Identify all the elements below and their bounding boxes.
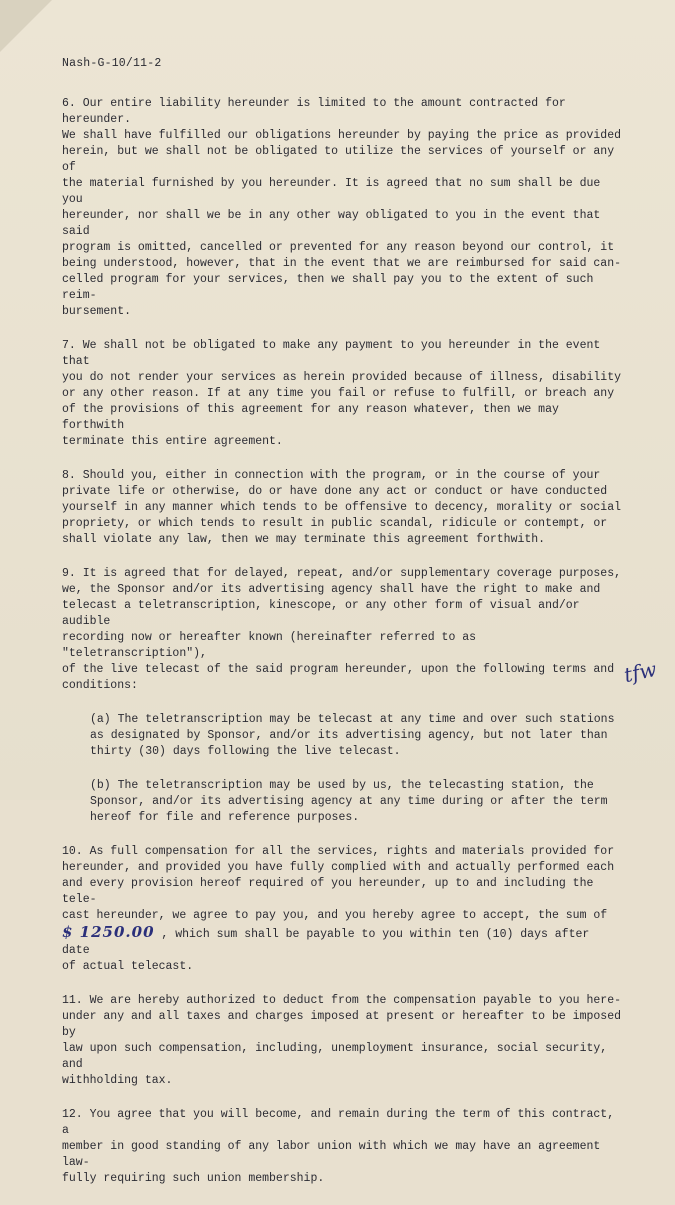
paragraph-7: 7. We shall not be obligated to make any payment to you hereunder in the event that you do not render your services as herein provided because of illness, disability or any other reason. If at any time you fail or refuse to fulfill, or breach any of the provisions of this agreement for any reason whatever, then we may forthwith terminate this entire agreement. [62, 339, 621, 448]
paragraph-10-tail: , which sum shall be payable to you within ten (10) days after date of actual telecast. [62, 928, 590, 973]
paragraph-8: 8. Should you, either in connection with the program, or in the course of your private life or otherwise, do or have done any act or conduct or have conducted yourself in any manner which tends to be offensive to decency, morality or social propriety, or which tends to result in public scandal, ridicule or contempt, or shall violate any law, then we may terminate this agreement forthwith. [62, 469, 621, 546]
paragraph-9: 9. It is agreed that for delayed, repeat, and/or supplementary coverage purposes, we, the Sponsor and/or its advertising agency shall have the right to make and telecast a teletranscription, kinescope, or any other form of visual and/or audible recording now or hereafter known (hereinafter referred to as "teletranscription"), of the live telecast of the said program hereunder, upon the following terms and conditions: [62, 567, 621, 692]
contract-body [62, 96, 622, 1205]
handwritten-initials: tfw [621, 656, 659, 688]
paragraph-10 [62, 844, 622, 975]
document-reference: Nash-G-10/11-2 [62, 57, 162, 70]
paragraph-11: 11. We are hereby authorized to deduct from the compensation payable to you here- under any and all taxes and charges imposed at present or hereafter to be imposed by law upon such compensation, including, unemployment insurance, social security, and withholding tax. [62, 994, 621, 1087]
paragraph-9a: (a) The teletranscription may be telecast at any time and over such stations as designated by Sponsor, and/or its advertising agency, but not later than thirty (30) days following the live telecast. [90, 713, 615, 758]
handwritten-amount: $ 1250.00 [62, 923, 155, 941]
paragraph-6: 6. Our entire liability hereunder is limited to the amount contracted for hereunder. We shall have fulfilled our obligations hereunder by paying the price as provided herein, but we shall not be obligated to utilize the services of yourself or any of the material furnished by you hereunder. It is agreed that no sum shall be due you hereunder, nor shall we be in any other way obligated to you in the event that said program is omitted, cancelled or prevented for any reason beyond our control, it being understood, however, that in the event that we are reimbursed for said can- celled program for your services, then we shall pay you to the extent of such reim- bursement. [62, 97, 621, 318]
paragraph-12: 12. You agree that you will become, and remain during the term of this contract, a member in good standing of any labor union with which we may have an agreement law- fully requiring such union membership. [62, 1108, 615, 1185]
paragraph-9b: (b) The teletranscription may be used by us, the telecasting station, the Sponsor, and/or its advertising agency at any time during or after the term hereof for file and reference purposes. [90, 779, 608, 824]
paragraph-10-lead: 10. As full compensation for all the services, rights and materials provided for hereunder, and provided you have fully complied with and actually performed each and every provision hereof required of you hereunder, up to and including the tele- cast hereunder, we agree to pay you, and you hereby agree to accept, the sum of [62, 845, 615, 922]
folded-corner [0, 0, 52, 52]
